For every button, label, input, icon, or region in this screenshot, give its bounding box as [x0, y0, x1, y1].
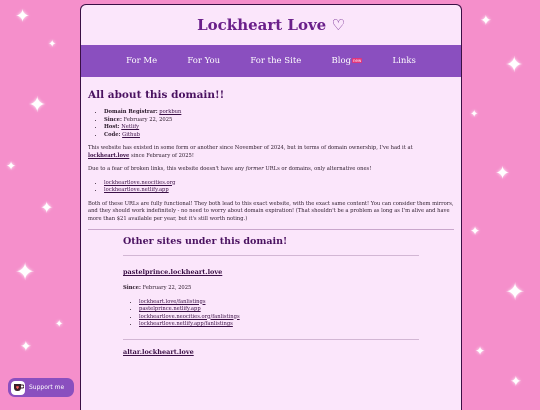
sparkle-icon: ✦ — [510, 374, 522, 390]
host-link[interactable]: Netlify — [121, 124, 140, 130]
support-label: Support me — [29, 384, 65, 391]
nav-link-for-the-site[interactable]: For the Site — [250, 56, 302, 66]
registrar-link[interactable]: porkbun — [159, 109, 182, 115]
divider — [123, 255, 419, 256]
list-item — [104, 187, 454, 195]
divider — [88, 229, 454, 230]
site-link[interactable]: lockheartlove.netlify.app/fanlistings — [139, 321, 233, 327]
new-badge: new — [353, 58, 362, 63]
list-item — [139, 299, 454, 307]
main-panel — [80, 4, 462, 410]
sparkle-icon: ✦ — [480, 13, 492, 29]
site-title: Lockheart Love ♡ — [197, 16, 345, 34]
list-item — [139, 321, 454, 329]
sparkle-icon: ✦ — [470, 224, 481, 238]
kofi-cup-icon — [11, 381, 25, 395]
nav-bar — [81, 45, 461, 77]
list-item — [139, 306, 454, 314]
domain-details-list — [88, 109, 454, 139]
sparkle-icon: ✦ — [6, 159, 17, 173]
detail-code: • Code: Github — [104, 132, 454, 140]
site-links-list — [123, 299, 454, 329]
sparkle-icon: ✦ — [28, 93, 47, 118]
site-title-altar[interactable]: altar.lockheart.love — [123, 347, 194, 356]
sparkle-icon: ✦ — [505, 53, 524, 78]
sparkle-icon: ✦ — [505, 278, 526, 306]
domain-link[interactable]: lockheart.love — [88, 152, 130, 159]
detail-registrar: • Domain Registrar: porkbun — [104, 109, 454, 117]
nav-link-for-you[interactable]: For You — [187, 56, 221, 66]
sparkle-icon: ✦ — [475, 344, 486, 358]
alt-links-list — [88, 180, 454, 195]
sparkle-icon: ✦ — [48, 39, 57, 50]
sparkle-icon: ✦ — [15, 258, 36, 286]
list-item — [104, 180, 454, 188]
code-link[interactable]: Github — [122, 131, 140, 138]
alt-link-netlify[interactable]: lockheartlove.netlify.app — [104, 187, 169, 193]
divider — [123, 339, 419, 340]
support-me-button[interactable] — [8, 378, 74, 397]
site-since: Since: February 22, 2025 — [123, 285, 192, 291]
sparkle-icon: ✦ — [55, 319, 64, 330]
nav-link-blog[interactable]: Blog new — [331, 56, 362, 66]
sparkle-icon: ✦ — [40, 198, 54, 217]
detail-host: • Host: Netlify — [104, 124, 454, 132]
content-area — [81, 77, 461, 356]
other-sites-heading: Other sites under this domain! — [123, 236, 288, 247]
sparkle-icon: ✦ — [470, 109, 479, 120]
history-paragraph: This website has existed in some form or another since November of 2024, but in terms of domain ownership, I've had it at lockheart.love since February of 2025! — [88, 145, 413, 159]
site-title-pastelprince[interactable]: pastelprince.lockheart.love — [123, 268, 223, 276]
about-heading: All about this domain!! — [88, 89, 225, 101]
site-link[interactable]: pastelprince.netlify.app — [139, 306, 201, 312]
other-sites-section — [123, 236, 454, 356]
sparkle-icon: ✦ — [495, 163, 511, 184]
list-item — [139, 314, 454, 322]
mirrors-paragraph: Both of these URLs are fully functional! They both lead to this exact website, with the exact same content! You can consider them mirrors, and they should work indefinitely - no need to worry about domain expiration! (That shouldn't be a problem as long as I'm alive and have more than $21 available per year, but it's still worth noting.) — [88, 200, 454, 222]
broken-links-paragraph: Due to a fear of broken links, this website doesn't have any former URLs or domains, only alternative ones! — [88, 166, 372, 172]
nav-link-for-me[interactable]: For Me — [126, 56, 158, 66]
site-link[interactable]: lockheartlove.neocities.org/fanlistings — [139, 313, 240, 320]
sparkle-icon: ✦ — [20, 339, 32, 355]
alt-link-neocities[interactable]: lockheartlove.neocities.org — [104, 179, 176, 186]
sparkle-icon: ✦ — [15, 6, 31, 27]
detail-since: • Since: February 22, 2025 — [104, 117, 454, 125]
site-link[interactable]: lockheart.love/fanlistings — [139, 298, 206, 305]
nav-link-links[interactable]: Links — [392, 56, 416, 66]
